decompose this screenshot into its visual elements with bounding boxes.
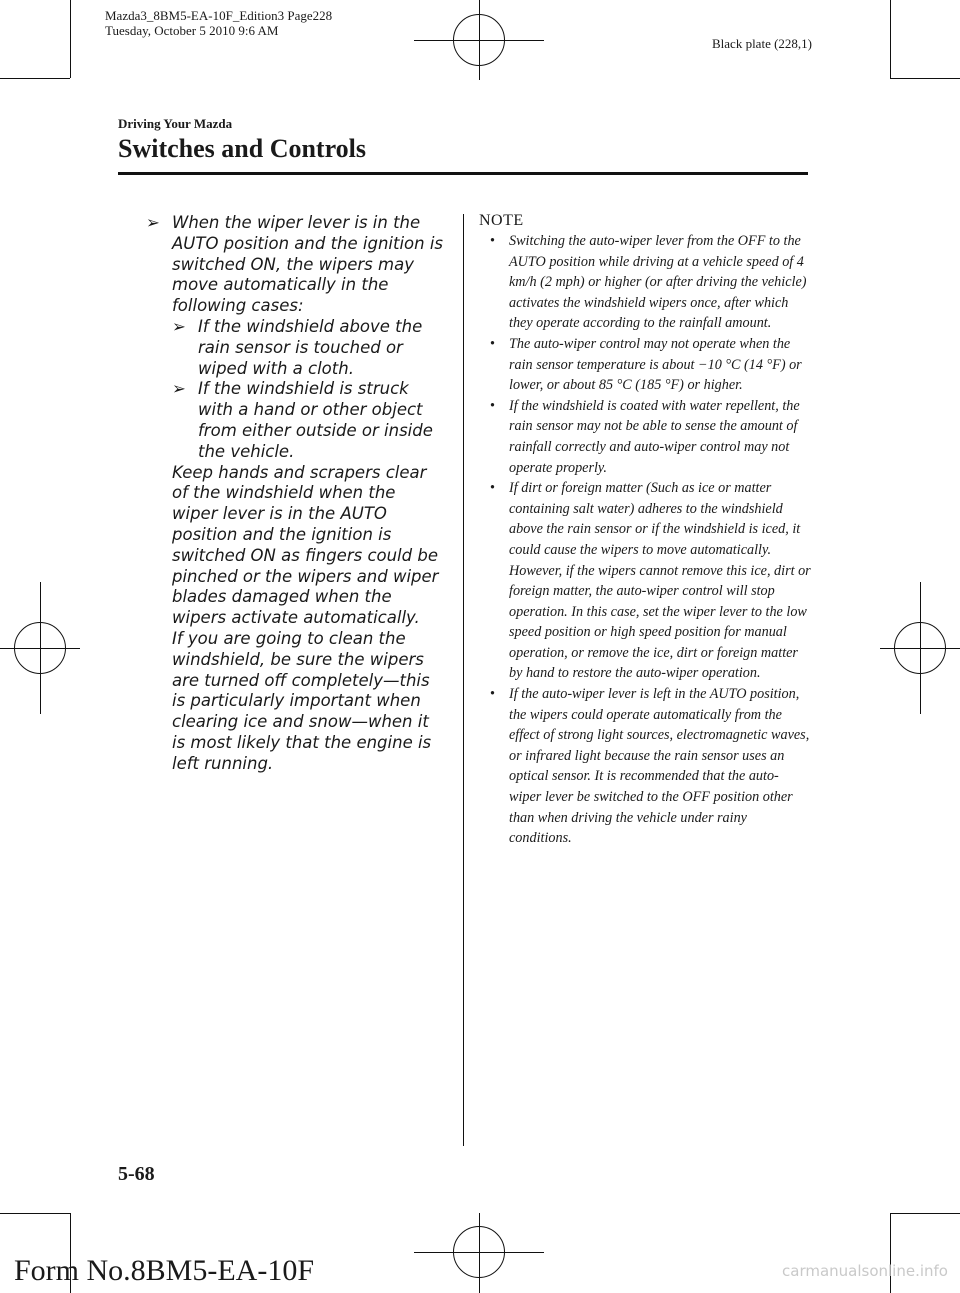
- section-label: Driving Your Mazda: [118, 116, 233, 131]
- note-item: [479, 396, 811, 478]
- form-number: Form No.8BM5-EA-10F: [14, 1254, 315, 1287]
- note-text: The auto-wiper control may not operate when the rain sensor temperature is about −10 °C (14 °F) or lower, or about 85 °C (185 °F) or higher.: [509, 335, 802, 394]
- note-item: [479, 231, 811, 334]
- warning-paragraph: Keep hands and scrapers clear of the windshield when the wiper lever is in the AUTO position and the ignition is switched ON as fingers could be pinched or the wipers and wiper blades damaged when the wipers activate automatically.: [172, 462, 439, 628]
- note-text: If the windshield is coated with water repellent, the rain sensor may not be able to sense the amount of rainfall correctly and auto-wiper control may not operate properly.: [509, 397, 800, 476]
- title-rule: [118, 172, 808, 175]
- note-text: If the auto-wiper lever is left in the AUTO position, the wipers could operate automatically from the effect of strong light sources, electromagnetic waves, or infrared light because the rain sensor uses an optical sensor. It is recommended that the auto-wiper lever be switched to the OFF position other than when driving the vehicle under rainy conditions.: [509, 686, 810, 847]
- warning-paragraph: If you are going to clean the windshield, be sure the wipers are turned off completely—this is particularly important when clearing ice and snow—when it is most likely that the engine is left running.: [172, 628, 432, 773]
- note-heading: NOTE: [479, 212, 524, 229]
- chapter-title: Switches and Controls: [118, 134, 367, 163]
- print-file-line: Mazda3_8BM5-EA-10F_Edition3 Page228: [105, 8, 333, 23]
- arrow-bullet-icon: ➢: [146, 213, 160, 232]
- page-number: 5-68: [118, 1163, 155, 1185]
- warning-main-item: [146, 213, 446, 317]
- bullet-icon: •: [490, 480, 495, 497]
- print-info: [105, 8, 332, 38]
- note-item: [479, 334, 811, 396]
- bullet-icon: •: [490, 233, 495, 249]
- note-item: [479, 478, 811, 684]
- bullet-icon: •: [490, 686, 495, 703]
- bullet-icon: •: [490, 397, 495, 414]
- note-text: If dirt or foreign matter (Such as ice or matter containing salt water) adheres to the windshield above the rain sensor or if the windshield is iced, it could cause the wipers to move automatically. However, if the wipers cannot remove this ice, dirt or foreign matter, the auto-wiper control will stop operation. In this case, set the wiper lever to the low speed position or high speed position for manual operation, or remove the ice, dirt or foreign matter by hand to restore the auto-wiper operation.: [509, 480, 811, 682]
- plate-label: Black plate (228,1): [712, 36, 812, 51]
- warning-block: [146, 213, 446, 775]
- warning-sub-text: If the windshield is struck with a hand or other object from either outside or inside the vehicle.: [198, 379, 433, 461]
- warning-sub-item: [172, 379, 446, 462]
- note-item: [479, 684, 811, 849]
- column-divider: [463, 214, 464, 1146]
- watermark: carmanualsonline.info: [782, 1262, 948, 1280]
- print-date-line: Tuesday, October 5 2010 9:6 AM: [105, 23, 279, 38]
- arrow-bullet-icon: ➢: [172, 379, 186, 399]
- note-text: Switching the auto-wiper lever from the OFF to the AUTO position while driving at a vehicle speed of 4 km/h (2 mph) or higher (or after driving the vehicle) activates the windshield wipers once, after which they operate according to the rainfall amount.: [509, 233, 807, 332]
- note-list: [479, 231, 811, 849]
- warning-main-text: When the wiper lever is in the AUTO position and the ignition is switched ON, the wipers may move automatically in the following cases:: [172, 213, 444, 316]
- note-block: [479, 212, 811, 849]
- warning-sub-text: If the windshield above the rain sensor is touched or wiped with a cloth.: [198, 316, 423, 378]
- warning-sub-item: [172, 317, 446, 379]
- bullet-icon: •: [490, 335, 495, 352]
- arrow-bullet-icon: ➢: [172, 316, 186, 336]
